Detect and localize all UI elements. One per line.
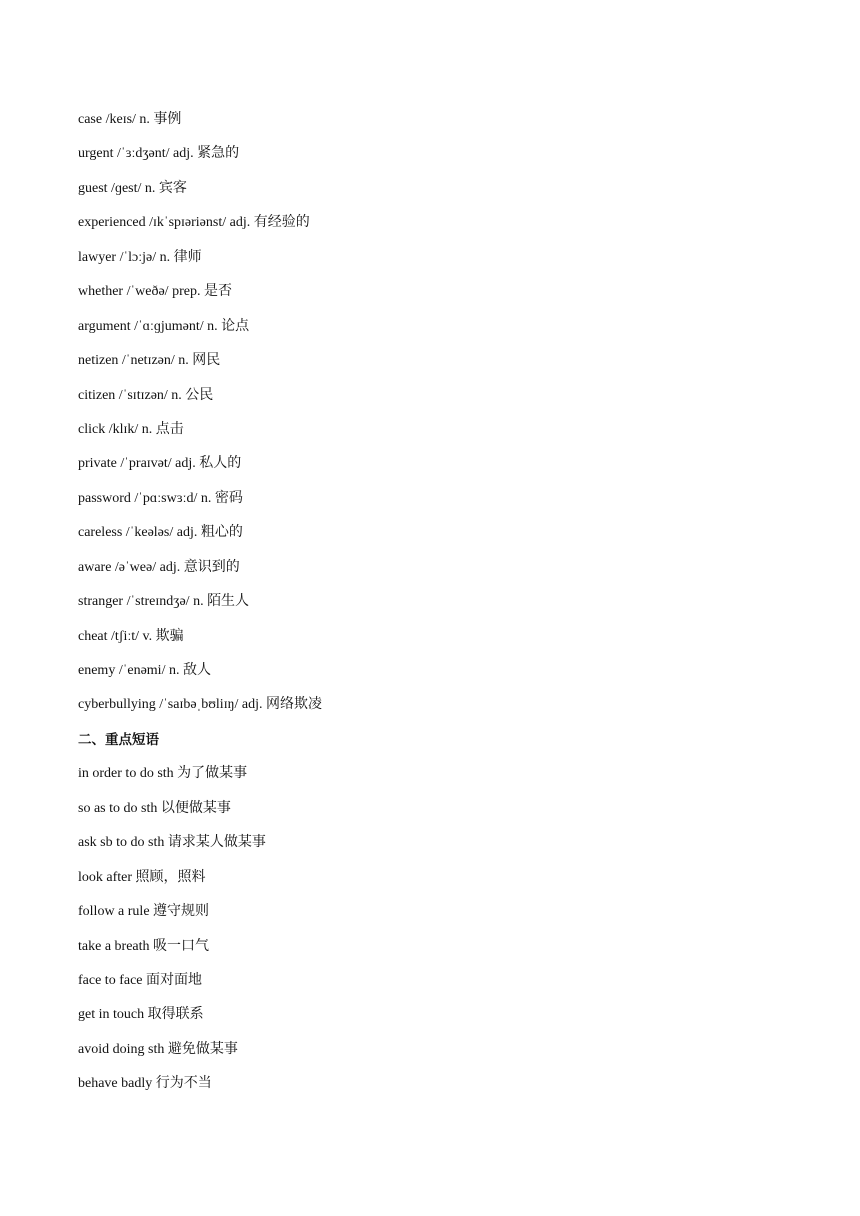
- vocab-line-cheat: cheat /tʃiːt/ v. 欺骗: [78, 628, 184, 644]
- vocab-line-netizen: netizen /ˈnetɪzən/ n. 网民: [78, 353, 221, 369]
- phrase-line-take-a-breath: take a breath 吸一口气: [78, 938, 210, 954]
- vocab-line-password: password /ˈpɑːswɜːd/ n. 密码: [78, 490, 243, 506]
- vocab-line-aware: aware /əˈweə/ adj. 意识到的: [78, 559, 240, 575]
- phrase-line-look-after: look after 照顾，照料: [78, 869, 206, 885]
- document-page: [78, 111, 818, 1110]
- vocab-line-enemy: enemy /ˈenəmi/ n. 敌人: [78, 663, 211, 678]
- vocab-line-urgent: urgent /ˈɜːdʒənt/ adj. 紧急的: [78, 146, 240, 162]
- vocab-line-lawyer: lawyer /ˈlɔːjə/ n. 律师: [78, 249, 202, 265]
- vocab-line-experienced: experienced /ɪkˈspɪəriənst/ adj. 有经验的: [78, 215, 310, 231]
- phrase-line-avoid-doing: avoid doing sth 避免做某事: [78, 1041, 238, 1057]
- vocab-line-argument: argument /ˈɑːɡjumənt/ n. 论点: [78, 318, 250, 334]
- vocab-line-careless: careless /ˈkeələs/ adj. 粗心的: [78, 525, 243, 541]
- vocab-line-citizen: citizen /ˈsɪtɪzən/ n. 公民: [78, 387, 214, 403]
- phrase-line-follow-a-rule: follow a rule 遵守规则: [78, 904, 210, 920]
- vocab-line-private: private /ˈpraɪvət/ adj. 私人的: [78, 456, 242, 472]
- vocab-line-whether: whether /ˈweðə/ prep. 是否: [78, 284, 232, 300]
- vocab-line-click: click /klɪk/ n. 点击: [78, 421, 184, 437]
- vocab-line-case: case /keɪs/ n. 事例: [78, 112, 182, 127]
- section-heading-key-phrases: 二、重点短语: [78, 731, 159, 748]
- vocab-line-guest: guest /ɡest/ n. 宾客: [78, 180, 187, 196]
- phrase-line-so-as-to: so as to do sth 以便做某事: [78, 800, 231, 816]
- phrase-line-ask-sb: ask sb to do sth 请求某人做某事: [78, 835, 266, 851]
- phrase-line-behave-badly: behave badly 行为不当: [78, 1076, 212, 1092]
- phrase-line-get-in-touch: get in touch 取得联系: [78, 1007, 204, 1023]
- phrase-line-in-order-to: in order to do sth 为了做某事: [78, 766, 248, 782]
- vocab-line-stranger: stranger /ˈstreɪndʒə/ n. 陌生人: [78, 594, 250, 610]
- vocab-line-cyberbullying: cyberbullying /ˈsaɪbəˌbʊliɪŋ/ adj. 网络欺凌: [78, 697, 323, 713]
- phrase-line-face-to-face: face to face 面对面地: [78, 972, 202, 988]
